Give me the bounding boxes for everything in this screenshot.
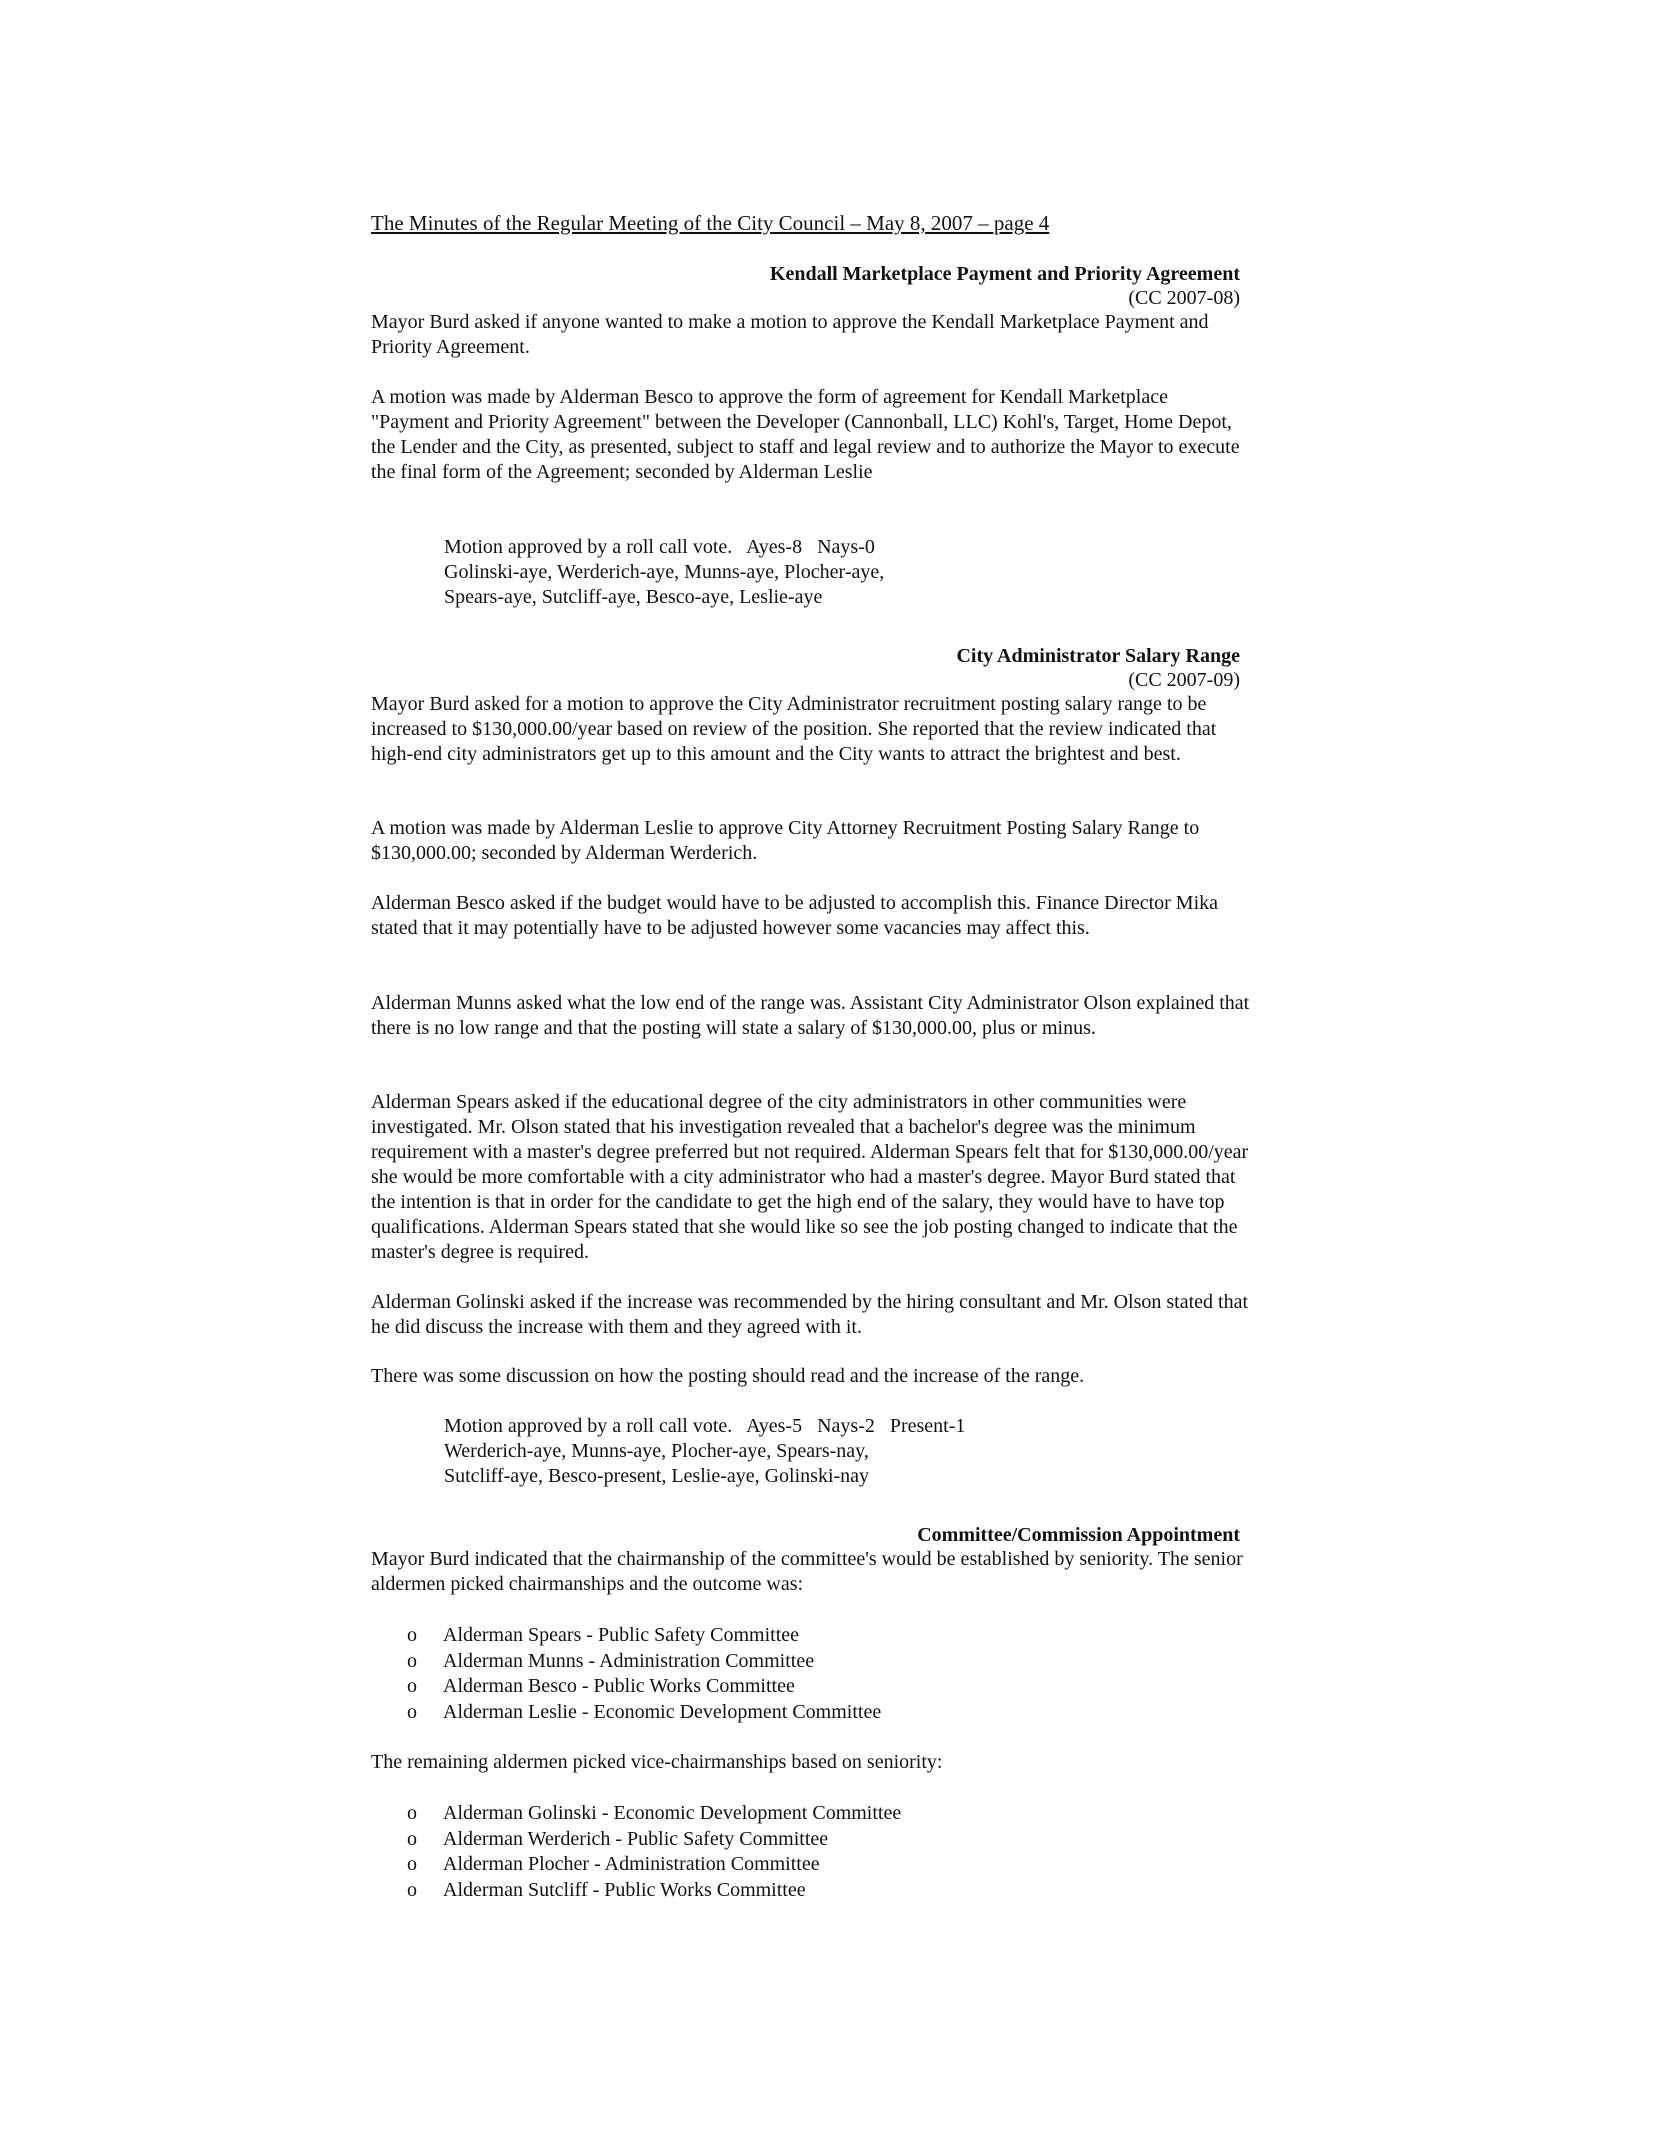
paragraph <box>371 692 1251 767</box>
bullet-icon: o <box>407 1878 417 1901</box>
list-item <box>407 1700 881 1726</box>
bullet-icon: o <box>407 1802 417 1824</box>
paragraph <box>371 1290 1251 1340</box>
section-heading-salary <box>956 644 1240 692</box>
bullet-icon: o <box>407 1649 417 1672</box>
paragraph <box>371 816 1251 866</box>
vice-chairmanship-list <box>407 1801 901 1903</box>
paragraph <box>371 1547 1251 1597</box>
section-heading-appointment <box>917 1523 1240 1547</box>
motion-line: Werderich-aye, Munns-aye, Plocher-aye, Spears-nay, <box>444 1440 869 1462</box>
list-item <box>407 1674 881 1700</box>
section-heading-kendall <box>770 262 1240 310</box>
list-item <box>407 1623 881 1649</box>
list-item-text: Alderman Spears - Public Safety Committee <box>443 1624 800 1646</box>
section-heading-title: Kendall Marketplace Payment and Priority Agreement <box>769 263 1240 285</box>
paragraph <box>371 891 1251 941</box>
motion-vote-block <box>444 535 884 610</box>
paragraph <box>371 385 1251 485</box>
motion-line: Motion approved by a roll call vote. Ayes-5 Nays-2 Present-1 <box>444 1415 966 1437</box>
list-item-text: Alderman Golinski - Economic Development Committee <box>443 1802 902 1824</box>
bullet-icon: o <box>407 1827 417 1850</box>
section-code: (CC 2007-08) <box>1128 287 1240 309</box>
section-heading-title: Committee/Commission Appointment <box>917 1524 1240 1546</box>
paragraph-text: A motion was made by Alderman Besco to approve the form of agreement for Kendall Marketplace "Payment and Priority Agreement" between the Developer (Cannonball, LLC) Kohl's, Target, Home Depot, the Lender and the City, as presented, subject to staff and legal review and to authorize the Mayor to execute the final form of the Agreement; seconded by Alderman Leslie <box>371 386 1240 483</box>
list-item <box>407 1852 901 1878</box>
paragraph <box>371 310 1251 360</box>
motion-line: Sutcliff-aye, Besco-present, Leslie-aye, Golinski-nay <box>444 1465 870 1487</box>
list-item-text: Alderman Leslie - Economic Development Committee <box>443 1700 882 1723</box>
section-code: (CC 2007-09) <box>1128 669 1240 691</box>
bullet-icon: o <box>407 1700 417 1723</box>
bullet-icon: o <box>407 1624 417 1646</box>
list-item-text: Alderman Werderich - Public Safety Committee <box>443 1827 829 1850</box>
paragraph-text: The remaining aldermen picked vice-chairmanships based on seniority: <box>371 1751 943 1773</box>
paragraph-text: Alderman Munns asked what the low end of the range was. Assistant City Administrator Olson explained that there is no low range and that the posting will state a salary of $130,000.00, plus or minus. <box>371 992 1250 1039</box>
list-item <box>407 1878 901 1904</box>
paragraph <box>371 1090 1251 1265</box>
section-heading-title: City Administrator Salary Range <box>956 645 1240 667</box>
motion-line: Spears-aye, Sutcliff-aye, Besco-aye, Leslie-aye <box>444 586 823 608</box>
paragraph-text: Alderman Spears asked if the educational degree of the city administrators in other communities were investigated. Mr. Olson stated that his investigation revealed that a bachelor's degree was the minimum requirement with a master's degree preferred but not required. Alderman Spears felt that for $130,000.00/year she would be more comfortable with a city administrator who had a master's degree. Mayor Burd stated that the intention is that in order for the candidate to get the high end of the salary, they would have to have top qualifications. Alderman Spears stated that she would like so see the job posting changed to indicate that the master's degree is required. <box>371 1091 1249 1263</box>
list-item <box>407 1801 901 1827</box>
page-header: The Minutes of the Regular Meeting of the City Council – May 8, 2007 – page 4 <box>371 211 1050 235</box>
motion-line: Motion approved by a roll call vote. Ayes-8 Nays-0 <box>444 536 875 558</box>
list-item <box>407 1649 881 1675</box>
paragraph-text: Alderman Golinski asked if the increase was recommended by the hiring consultant and Mr. Olson stated that he did discuss the increase with them and they agreed with it. <box>371 1291 1249 1338</box>
list-item-text: Alderman Munns - Administration Committee <box>443 1649 815 1672</box>
paragraph <box>371 1364 1251 1389</box>
motion-line: Golinski-aye, Werderich-aye, Munns-aye, Plocher-aye, <box>444 561 885 583</box>
paragraph-text: Mayor Burd asked for a motion to approve the City Administrator recruitment posting salary range to be increased to $130,000.00/year based on review of the position. She reported that the review indicated that high-end city administrators get up to this amount and the City wants to attract the brightest and best. <box>371 693 1217 765</box>
paragraph <box>371 991 1251 1041</box>
paragraph-text: Mayor Burd asked if anyone wanted to make a motion to approve the Kendall Marketplace Payment and Priority Agreement. <box>371 311 1209 358</box>
list-item-text: Alderman Besco - Public Works Committee <box>443 1675 795 1697</box>
chairmanship-list <box>407 1623 881 1725</box>
list-item-text: Alderman Plocher - Administration Committee <box>443 1853 820 1875</box>
paragraph-text: Alderman Besco asked if the budget would have to be adjusted to accomplish this. Finance Director Mika stated that it may potentially have to be adjusted however some vacancies may affect this. <box>371 892 1219 939</box>
paragraph-text: There was some discussion on how the posting should read and the increase of the range. <box>371 1365 1085 1387</box>
paragraph <box>371 1750 1251 1775</box>
paragraph-text: Mayor Burd indicated that the chairmanship of the committee's would be established by seniority. The senior aldermen picked chairmanships and the outcome was: <box>371 1548 1243 1595</box>
list-item-text: Alderman Sutcliff - Public Works Committee <box>443 1878 806 1901</box>
paragraph-text: A motion was made by Alderman Leslie to approve City Attorney Recruitment Posting Salary Range to $130,000.00; seconded by Alderman Werderich. <box>371 817 1200 864</box>
bullet-icon: o <box>407 1675 417 1697</box>
list-item <box>407 1827 901 1853</box>
motion-vote-block <box>444 1414 965 1489</box>
bullet-icon: o <box>407 1853 417 1875</box>
